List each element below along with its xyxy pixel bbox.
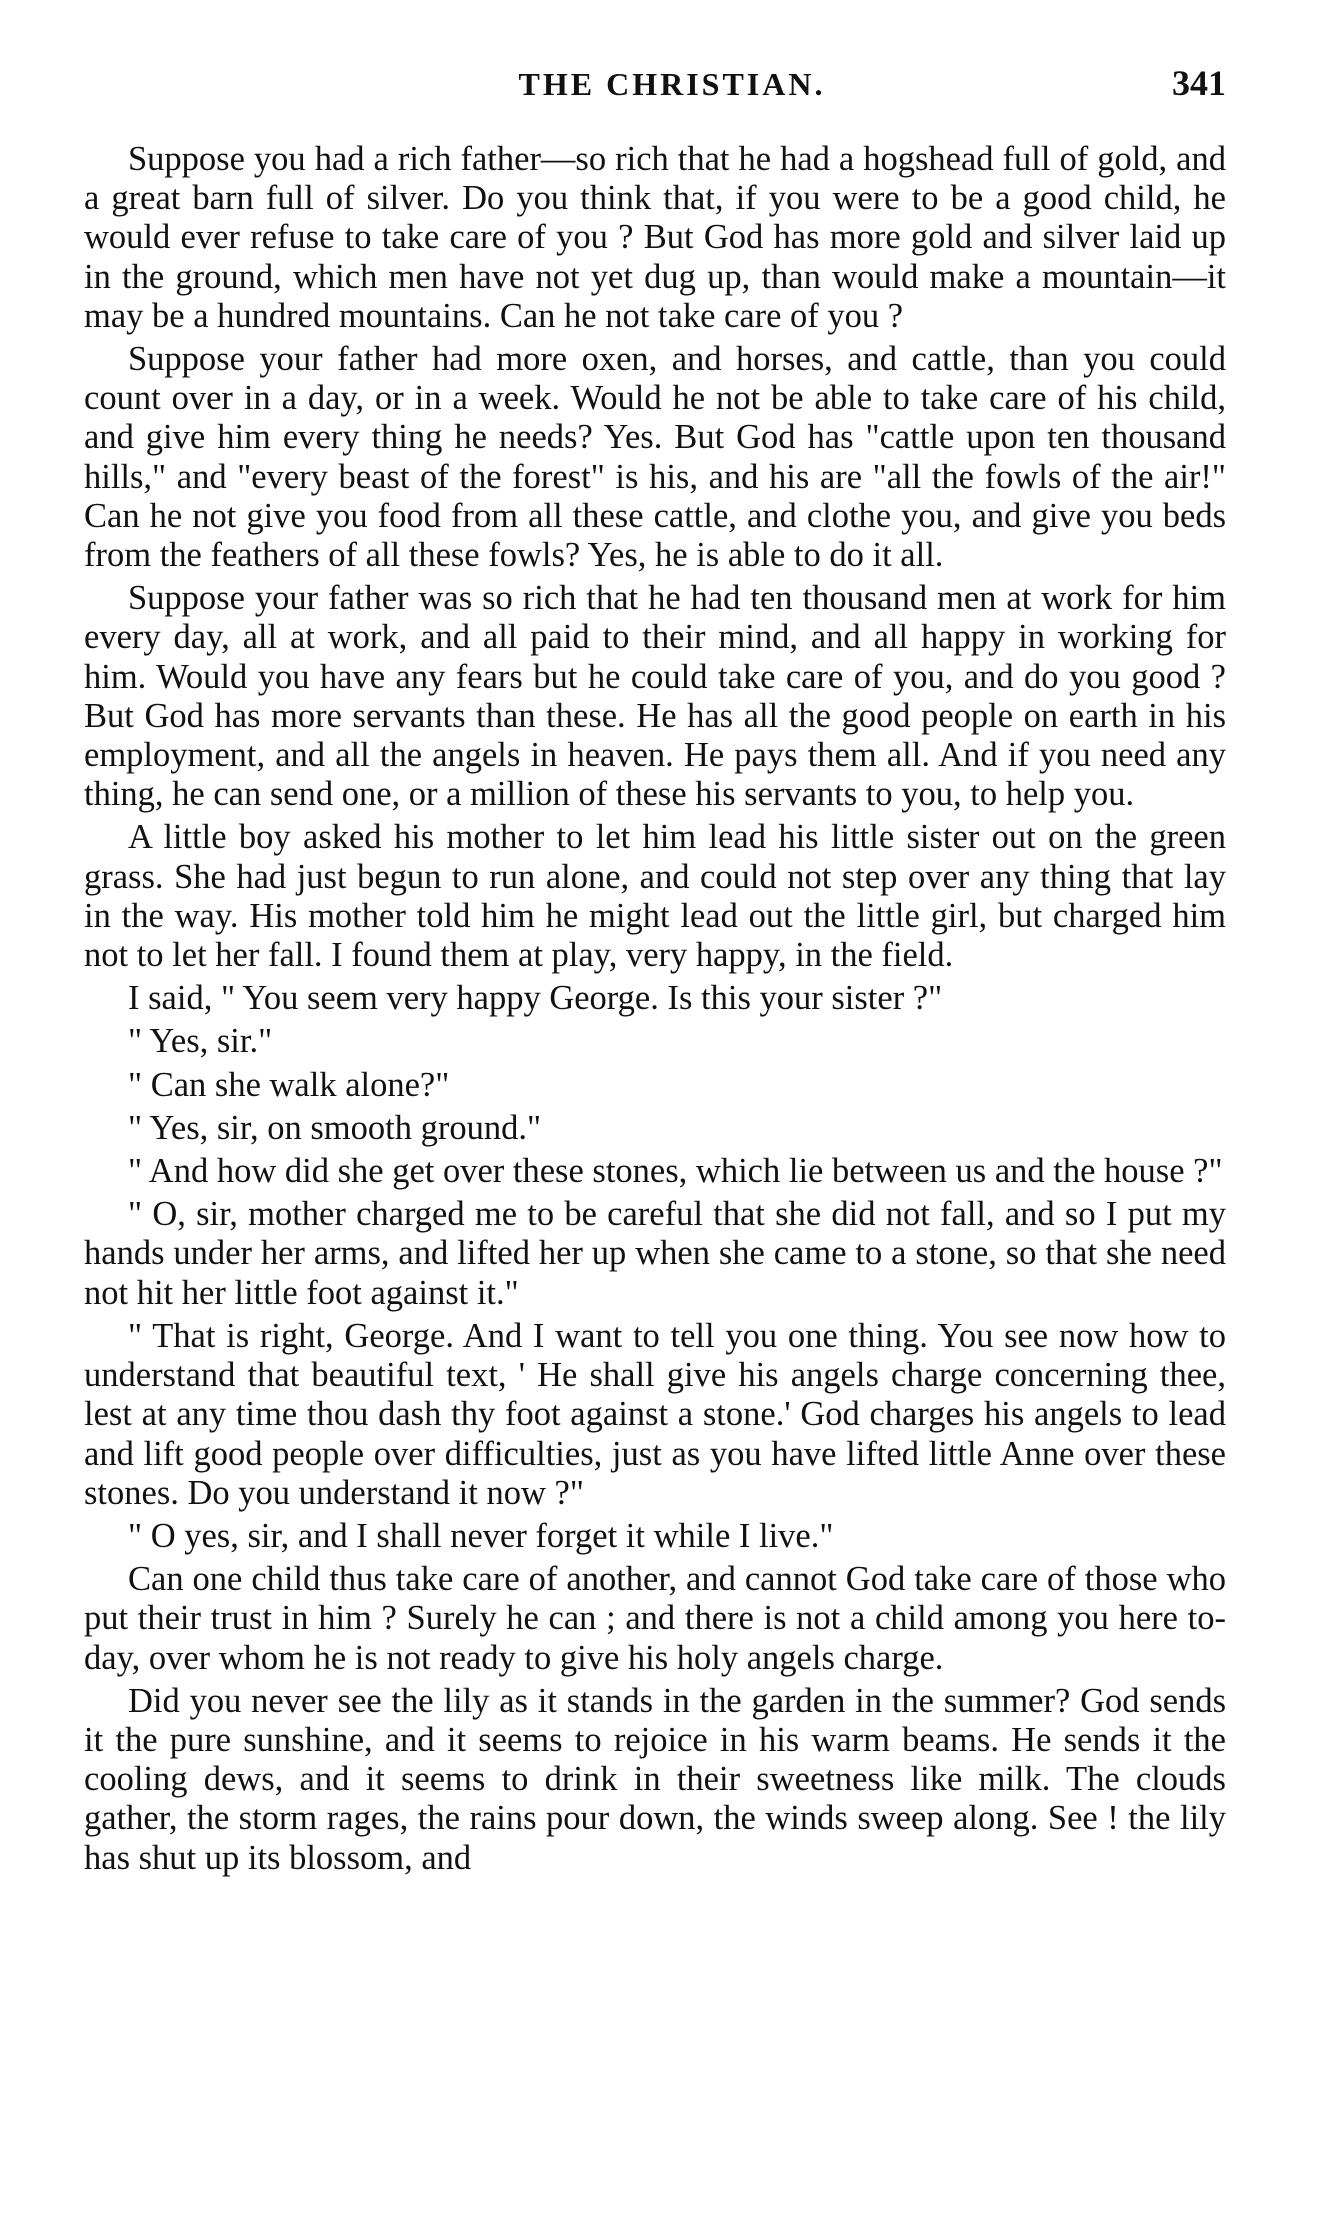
dialogue-line: " And how did she get over these stones, which lie between us and the house ?" [128,1152,1223,1191]
dialogue-line: " O, sir, mother charged me to be careful that she did not fall, and so I put my hands under her arms, and lifted her up when she came to a stone, so that she need not hit her little foot against it." [84,1195,1226,1312]
dialogue-line: " O yes, sir, and I shall never forget it while I live." [128,1516,834,1555]
paragraph: Suppose you had a rich father—so rich that he had a hogshead full of gold, and a great barn full of silver. Do you think that, if you were to be a good child, he would ever refuse to take care of you ? But God has more gold and silver laid up in the ground, which men have not yet dug up, than would make a mountain—it may be a hundred mountains. Can he not take care of you ? [84,140,1226,335]
paragraph: Suppose your father had more oxen, and horses, and cattle, than you could count over in a day, or in a week. Would he not be able to take care of his child, and give him every thing he needs? Yes. But God has "cattle upon ten thousand hills," and "every beast of the forest" is his, and his are "all the fowls of the air!" Can he not give you food from all these cattle, and clothe you, and give you beds from the feathers of all these fowls? Yes, he is able to do it all. [84,340,1226,575]
dialogue-line: " Yes, sir." [128,1022,273,1061]
dialogue-line: I said, " You seem very happy George. Is this your sister ?" [128,979,943,1018]
running-head [118,63,1226,106]
dialogue-line: " Yes, sir, on smooth ground." [128,1108,542,1147]
paragraph: Suppose your father was so rich that he had ten thousand men at work for him every day, all at work, and all paid to their mind, and all happy in working for him. Would you have any fears but he could take care of you, and do you good ? But God has more servants than these. He has all the good people on earth in his employment, and all the angels in heaven. He pays them all. And if you need any thing, he can send one, or a million of these his servants to you, to help you. [84,579,1226,814]
text-body [84,140,1226,1882]
paragraph: Did you never see the lily as it stands in the garden in the summer? God sends it the pure sunshine, and it seems to rejoice in his warm beams. He sends it the cooling dews, and it seems to drink in their sweetness like milk. The clouds gather, the storm rages, the rains pour down, the winds sweep along. See ! the lily has shut up its blossom, and [84,1681,1226,1877]
running-title: THE CHRISTIAN. [518,66,826,102]
paragraph: A little boy asked his mother to let him lead his little sister out on the green grass. She had just begun to run alone, and could not step over any thing that lay in the way. His mother told him he might lead out the little girl, but charged him not to let her fall. I found them at play, very happy, in the field. [84,818,1226,975]
paragraph: Can one child thus take care of another, and cannot God take care of those who put their trust in him ? Surely he can ; and there is not a child among you here to-day, over whom he is not ready to give his holy angels charge. [84,1560,1226,1677]
dialogue-line: " That is right, George. And I want to tell you one thing. You see now how to understand that beautiful text, ' He shall give his angels charge concerning thee, lest at any time thou dash thy foot against a stone.' God charges his angels to lead and lift good people over difficulties, just as you have lifted little Anne over these stones. Do you understand it now ?" [84,1316,1226,1512]
page-number: 341 [1172,63,1226,103]
dialogue-line: " Can she walk alone?" [128,1065,450,1104]
